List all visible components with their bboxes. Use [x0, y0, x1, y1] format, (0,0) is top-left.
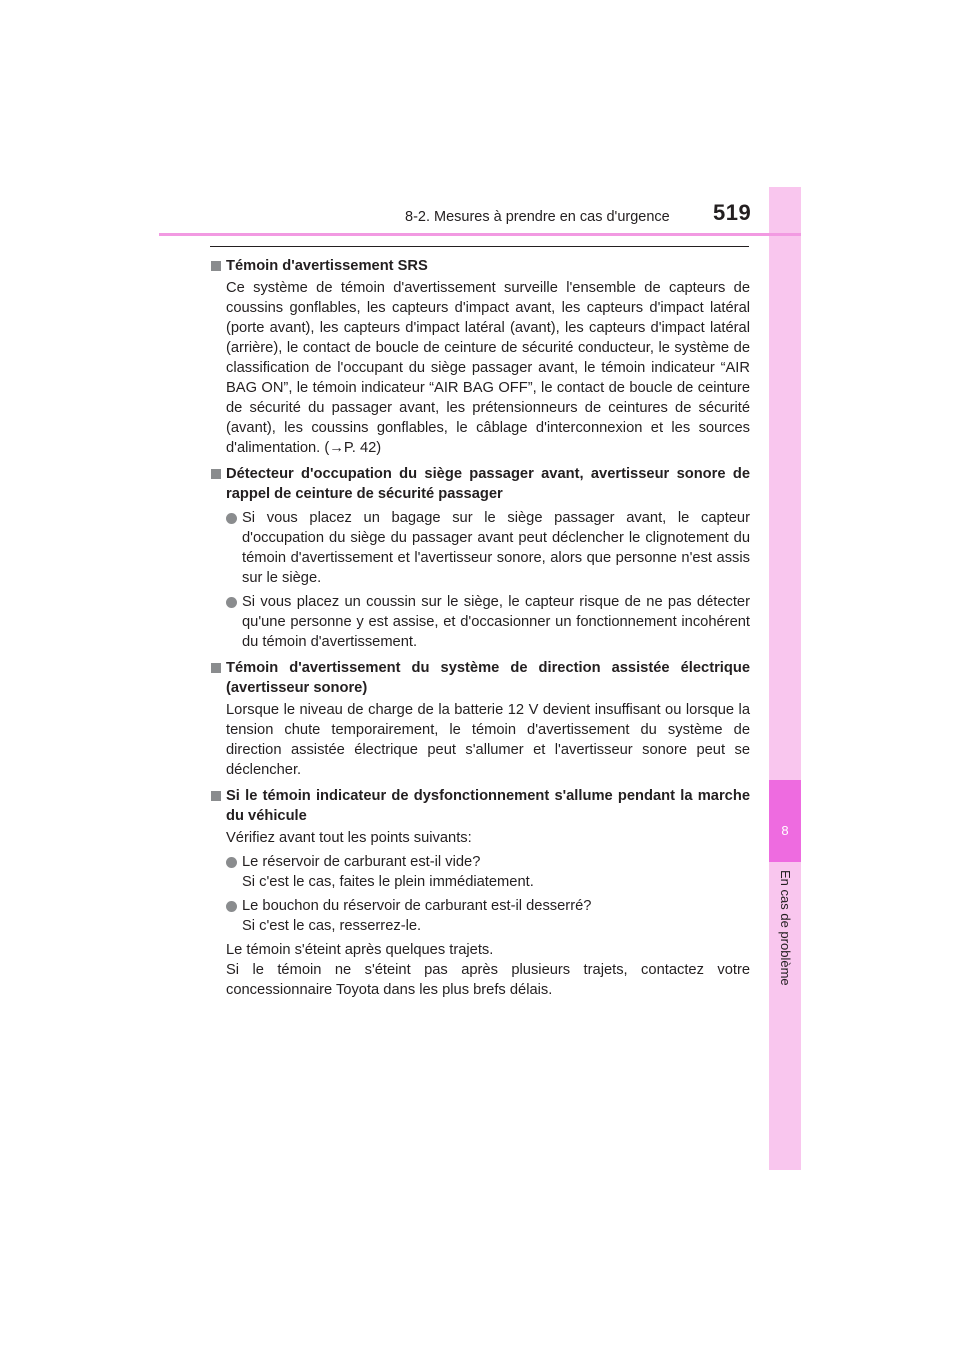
section-heading: Témoin d'avertissement SRS: [226, 258, 428, 274]
chapter-label: En cas de problème: [778, 870, 793, 986]
list-item-text: Si vous placez un bagage sur le siège passager avant, le capteur d'occupation du siège du passager avant peut déclencher le clignotement du témoin d'avertissement et l'avertisseur sonore, alors que personne n'est assis sur le siège.: [242, 510, 750, 586]
list-item-text: Si vous placez un coussin sur le siège, le capteur risque de ne pas détecter qu'une personne y est assise, et d'occasionner un fonctionnement incohérent du témoin d'avertissement.: [242, 594, 750, 650]
section-title: 8-2. Mesures à prendre en cas d'urgence: [405, 209, 670, 225]
list-item: [226, 896, 750, 936]
list-item-question: Le réservoir de carburant est-il vide?: [242, 854, 481, 870]
section-intro: Vérifiez avant tout les points suivants:: [226, 830, 472, 846]
list-item-answer: Si c'est le cas, resserrez-le.: [242, 918, 422, 934]
square-bullet-icon: [211, 791, 221, 801]
list-item: [226, 508, 750, 588]
chapter-number: 8: [781, 823, 789, 838]
content-divider: [210, 246, 749, 247]
chapter-side-tab: [769, 187, 801, 1170]
square-bullet-icon: [211, 469, 221, 479]
section-outro: [226, 940, 750, 1000]
section-heading: Témoin d'avertissement du système de direction assistée électrique (avertisseur sonore): [226, 660, 750, 696]
section-body: Lorsque le niveau de charge de la batterie 12 V devient insuffisant ou lorsque la tension chute temporairement, le témoin d'avertissement du système de direction assistée électrique peut s'allumer et l'avertisseur sonore peut se déclencher.: [226, 702, 750, 778]
round-bullet-icon: [226, 597, 237, 608]
section-heading: Détecteur d'occupation du siège passager avant, avertisseur sonore de rappel de ceinture de sécurité passager: [226, 466, 750, 502]
round-bullet-icon: [226, 901, 237, 912]
section-srs-warning: [210, 256, 750, 458]
outro-line: Le témoin s'éteint après quelques trajets.: [226, 942, 494, 958]
list-item-answer: Si c'est le cas, faites le plein immédiatement.: [242, 874, 534, 890]
list-item-question: Le bouchon du réservoir de carburant est-il desserré?: [242, 898, 592, 914]
list-item: [226, 852, 750, 892]
chapter-number-box: [769, 780, 801, 862]
square-bullet-icon: [211, 663, 221, 673]
section-power-steering: [210, 658, 750, 780]
section-malfunction-indicator: [210, 786, 750, 1000]
page-number: 519: [713, 200, 752, 225]
section-occupancy-detector: [210, 464, 750, 652]
square-bullet-icon: [211, 261, 221, 271]
page-content: [210, 256, 750, 1000]
header-rule: [159, 233, 801, 236]
section-body: Ce système de témoin d'avertissement surveille l'ensemble de capteurs de coussins gonflables, les capteurs d'impact avant, les capteurs d'impact latéral (porte avant), les capteurs d'impact latéral (avant), les capteurs d'impact latéral (arrière), le contact de boucle de ceinture de sécurité conducteur, le système de classification de l'occupant du siège passager avant, le témoin indicateur “AIR BAG ON”, le témoin indicateur “AIR BAG OFF”, le contact de boucle de ceinture de sécurité du passager avant, les prétensionneurs de ceintures de sécurité (avant), les coussins gonflables, le câblage d'interconnexion et les sources d'alimentation. (→P. 42): [226, 280, 750, 456]
round-bullet-icon: [226, 857, 237, 868]
round-bullet-icon: [226, 513, 237, 524]
list-item: [226, 592, 750, 652]
section-heading: Si le témoin indicateur de dysfonctionnement s'allume pendant la marche du véhicule: [226, 788, 750, 824]
outro-line: Si le témoin ne s'éteint pas après plusieurs trajets, contactez votre concessionnaire Toyota dans les plus brefs délais.: [226, 962, 750, 998]
